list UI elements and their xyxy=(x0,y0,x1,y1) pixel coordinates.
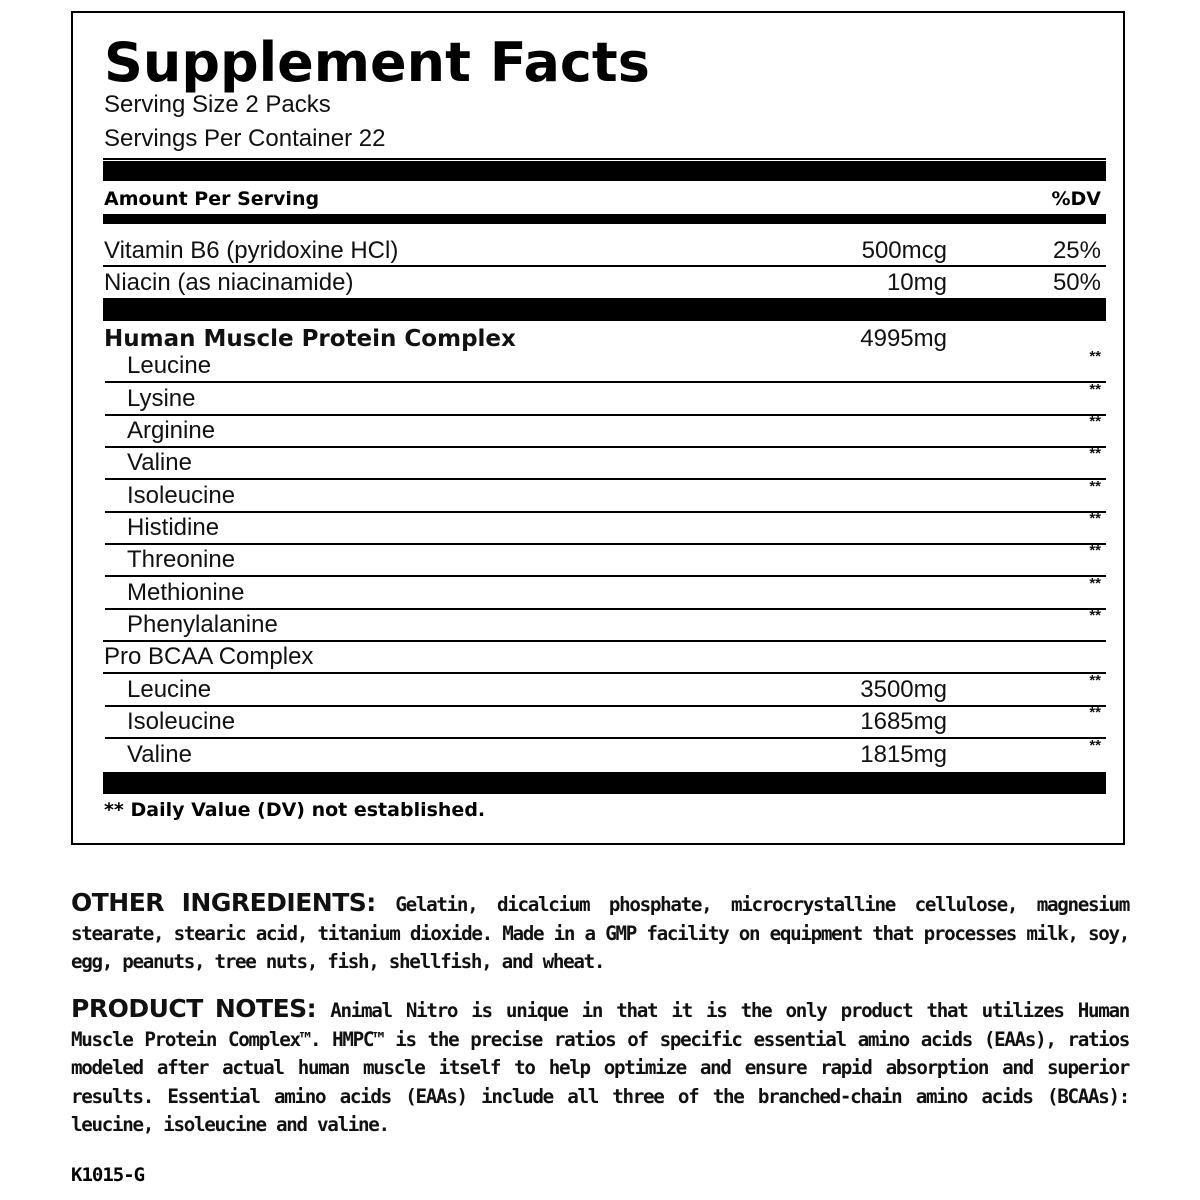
ingredient-dv: ** xyxy=(1089,510,1101,527)
ingredient-name: Phenylalanine xyxy=(127,611,278,638)
ingredient-amount: 1685mg xyxy=(860,708,947,735)
nutrient-dv: 50% xyxy=(1052,269,1101,296)
supplement-facts-panel xyxy=(71,11,1125,845)
divider xyxy=(105,575,1106,577)
nutrient-amount: 500mcg xyxy=(861,237,947,264)
divider xyxy=(103,158,1106,160)
divider xyxy=(105,478,1106,480)
ingredient-row xyxy=(73,413,1123,448)
ingredient-dv: ** xyxy=(1089,413,1101,430)
product-notes-text: Animal Nitro is unique in that it is the only product that utilizes Human Muscle Protein Complex™. HMPC™ is the precise ratios of specific essential amino acids (EAAs), ratios modeled after actual human muscle itself to help optimize and ensure rapid absorption and superior results. Essential amino acids (EAAs) include all three of the branched-chain amino acids (BCAAs): leucine, isoleucine and valine. xyxy=(71,999,1130,1136)
ingredient-dv: ** xyxy=(1089,445,1101,462)
ingredient-row xyxy=(73,478,1123,513)
ingredient-dv: ** xyxy=(1089,575,1101,592)
facts-title: Supplement Facts xyxy=(104,31,650,94)
ingredient-name: Histidine xyxy=(127,514,220,541)
ingredient-amount: 3500mg xyxy=(860,676,947,703)
thick-divider xyxy=(103,772,1106,794)
ingredient-row xyxy=(73,575,1123,610)
serving-size: Serving Size 2 Packs xyxy=(104,91,331,118)
ingredient-dv: ** xyxy=(1089,737,1101,754)
nutrient-name: Vitamin B6 (pyridoxine HCl) xyxy=(104,237,399,264)
ingredient-dv: ** xyxy=(1089,348,1101,365)
divider xyxy=(105,737,1106,739)
ingredient-name: Lysine xyxy=(127,385,196,412)
ingredient-dv: ** xyxy=(1089,478,1101,495)
dv-footnote: ** Daily Value (DV) not established. xyxy=(104,799,486,821)
nutrient-dv: 25% xyxy=(1052,237,1101,264)
ingredient-row xyxy=(73,381,1123,416)
ingredient-name: Arginine xyxy=(127,417,216,444)
complex-amount: 4995mg xyxy=(860,325,947,352)
servings-per-container: Servings Per Container 22 xyxy=(104,125,386,152)
thick-divider xyxy=(103,161,1106,181)
other-ingredients-text: Gelatin, dicalcium phosphate, microcrystalline cellulose, magnesium stearate, stearic acid, titanium dioxide. Made in a GMP facility on equipment that processes milk, soy, egg, peanuts, tree nuts, fish, shellfish, and wheat. xyxy=(71,893,1129,973)
nutrient-name: Niacin (as niacinamide) xyxy=(104,269,354,296)
ingredient-name: Leucine xyxy=(127,352,212,379)
ingredient-row xyxy=(73,348,1123,383)
ingredient-dv: ** xyxy=(1089,607,1101,624)
other-ingredients xyxy=(71,889,1129,977)
complex-name: Pro BCAA Complex xyxy=(104,643,314,670)
ingredient-amount: 1815mg xyxy=(860,741,947,768)
ingredient-row xyxy=(73,445,1123,480)
dv-header: %DV xyxy=(1051,188,1101,210)
other-ingredients-label: OTHER INGREDIENTS: xyxy=(71,888,376,917)
ingredient-name: Valine xyxy=(127,449,192,476)
medium-divider xyxy=(103,214,1106,224)
divider xyxy=(103,265,1106,267)
ingredient-dv: ** xyxy=(1089,672,1101,689)
ingredient-row xyxy=(73,542,1123,577)
complex-row xyxy=(73,642,1123,674)
product-code: K1015-G xyxy=(71,1164,145,1186)
ingredient-name: Valine xyxy=(127,741,192,768)
ingredient-name: Isoleucine xyxy=(127,708,236,735)
ingredient-name: Threonine xyxy=(127,546,236,573)
ingredient-name: Isoleucine xyxy=(127,482,236,509)
ingredient-dv: ** xyxy=(1089,381,1101,398)
nutrient-row xyxy=(73,268,1123,300)
nutrient-amount: 10mg xyxy=(886,269,947,296)
divider xyxy=(105,381,1106,383)
ingredient-row xyxy=(73,737,1123,772)
ingredient-row xyxy=(73,510,1123,545)
divider xyxy=(103,672,1106,674)
ingredient-row xyxy=(73,704,1123,739)
ingredient-row xyxy=(73,607,1123,642)
thick-divider xyxy=(103,298,1106,321)
ingredient-row xyxy=(73,672,1123,707)
ingredient-dv: ** xyxy=(1089,542,1101,559)
ingredient-dv: ** xyxy=(1089,704,1101,721)
nutrient-row xyxy=(73,236,1123,268)
ingredient-name: Leucine xyxy=(127,676,212,703)
amount-per-serving-header: Amount Per Serving xyxy=(104,188,320,210)
product-notes xyxy=(71,995,1129,1140)
product-notes-label: PRODUCT NOTES: xyxy=(71,994,317,1023)
complex-name: Human Muscle Protein Complex xyxy=(104,326,516,352)
ingredient-name: Methionine xyxy=(127,579,245,606)
